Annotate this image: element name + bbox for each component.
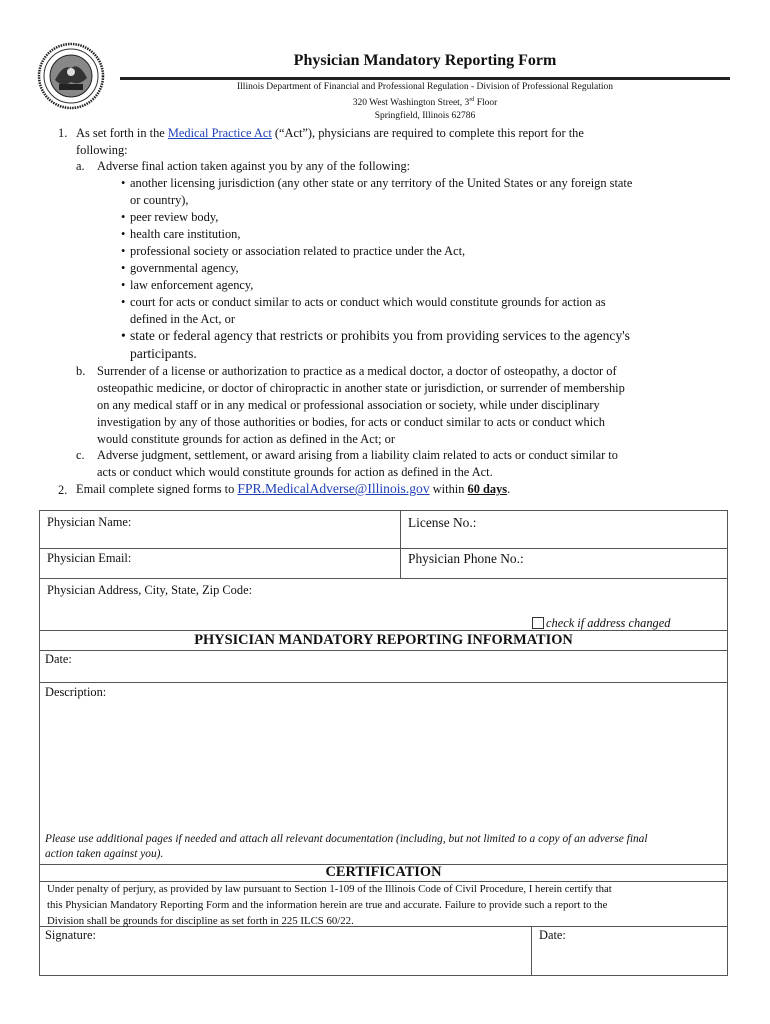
item-2-text: Email complete signed forms to FPR.MedicalAdverse@Illinois.gov within 60 days.: [76, 481, 511, 496]
signature-label: Signature:: [45, 928, 96, 942]
reporting-info-header: PHYSICIAN MANDATORY REPORTING INFORMATION: [194, 632, 573, 648]
item-b-line: Surrender of a license or authorization to practice as a medical doctor, a doctor of osteopathy, a doctor of: [97, 364, 617, 378]
description-note-cont: action taken against you).: [45, 848, 164, 860]
item-c-line: Adverse judgment, settlement, or award arising from a liability claim related to acts or conduct similar to: [97, 448, 618, 462]
bullet-item: • state or federal agency that restricts or prohibits you from providing services to the agency's: [130, 328, 630, 345]
physician-address-label: Physician Address, City, State, Zip Code:: [47, 583, 253, 597]
item-a-letter: a.: [76, 159, 85, 173]
bullet-item: • another licensing jurisdiction (any other state or any territory of the United States or any foreign state: [130, 175, 632, 192]
page-title: Physician Mandatory Reporting Form: [293, 52, 557, 69]
signature-date-field[interactable]: [532, 927, 727, 975]
address-changed-label: check if address changed: [546, 616, 671, 630]
physician-address-field[interactable]: [40, 579, 727, 631]
physician-phone-label: Physician Phone No.:: [408, 551, 524, 566]
signature-date-label: Date:: [539, 928, 566, 942]
reporting-form: [39, 510, 728, 976]
item-b-line: on any medical staff or in any medical or professional association or society, while under disciplinary: [97, 398, 600, 412]
bullet-item-cont: or country),: [130, 193, 189, 207]
bullet-item: • professional society or association related to practice under the Act,: [130, 243, 465, 260]
bullet-item: • law enforcement agency,: [130, 277, 253, 294]
date-field[interactable]: [40, 650, 727, 683]
certification-statement: [40, 881, 727, 927]
agency-city: Springfield, Illinois 62786: [374, 111, 476, 122]
item-c-letter: c.: [76, 448, 85, 462]
item-1-cont: following:: [76, 143, 128, 157]
agency-street: 320 West Washington Street, 3rd Floor: [352, 97, 498, 109]
agency-address: [120, 81, 730, 123]
description-note: Please use additional pages if needed and attach all relevant documentation (including, but not limited to a copy of an adverse final: [45, 833, 648, 845]
medical-practice-act-link[interactable]: Medical Practice Act: [167, 126, 272, 140]
certification-header: CERTIFICATION: [325, 864, 442, 880]
item-b-line: osteopathic medicine, or doctor of chiropractic in another state or jurisdiction, or surrender of membership: [97, 381, 625, 395]
item-a-text: Adverse final action taken against you by any of the following:: [97, 159, 411, 173]
signature-field[interactable]: [40, 927, 532, 975]
item-b-line: investigation by any of those authorities or bodies, for acts or conduct similar to acts or conduct which: [97, 415, 605, 429]
item-b-letter: b.: [76, 364, 86, 378]
agency-name: Illinois Department of Financial and Professional Regulation - Division of Professional Regulation: [237, 82, 613, 92]
item-2-number: 2.: [58, 483, 68, 497]
date-label: Date:: [45, 652, 72, 666]
email-link[interactable]: FPR.MedicalAdverse@Illinois.gov: [237, 481, 430, 496]
license-no-field[interactable]: [401, 511, 727, 549]
cert-line: Under penalty of perjury, as provided by law pursuant to Section 1-109 of the Illinois Code of Civil Procedure, I herein certify that: [47, 883, 612, 895]
illinois-state-seal: [37, 42, 105, 110]
deadline-days: 60 days: [467, 482, 508, 496]
description-field[interactable]: [40, 683, 727, 865]
item-c-line: acts or conduct which would constitute grounds for action as defined in the Act.: [97, 465, 493, 479]
item-1-text: As set forth in the Medical Practice Act (“Act”), physicians are required to complete this report for the: [76, 126, 584, 140]
address-changed-checkbox[interactable]: [532, 617, 544, 629]
bullet-item-cont: participants.: [130, 346, 197, 361]
item-b-line: would constitute grounds for action as defined in the Act; or: [97, 432, 395, 446]
item-1-number: 1.: [58, 126, 68, 140]
physician-email-label: Physician Email:: [47, 551, 132, 565]
bullet-item: • peer review body,: [130, 209, 218, 226]
bullet-item: • governmental agency,: [130, 260, 239, 277]
bullet-item: • court for acts or conduct similar to acts or conduct which would constitute grounds for action as: [130, 294, 606, 311]
physician-phone-field[interactable]: [401, 549, 727, 579]
title-divider: [120, 77, 730, 80]
physician-name-field[interactable]: [40, 511, 401, 549]
physician-email-field[interactable]: [40, 549, 401, 579]
bullet-item-cont: defined in the Act, or: [130, 312, 235, 326]
cert-line: this Physician Mandatory Reporting Form and the information herein are true and accurate. Failure to provide such a report to the: [47, 899, 608, 911]
physician-name-label: Physician Name:: [47, 515, 132, 529]
cert-line: Division shall be grounds for discipline as set forth in 225 ILCS 60/22.: [47, 915, 354, 927]
bullet-item: • health care institution,: [130, 226, 240, 243]
description-label: Description:: [45, 685, 107, 699]
license-no-label: License No.:: [408, 515, 477, 530]
